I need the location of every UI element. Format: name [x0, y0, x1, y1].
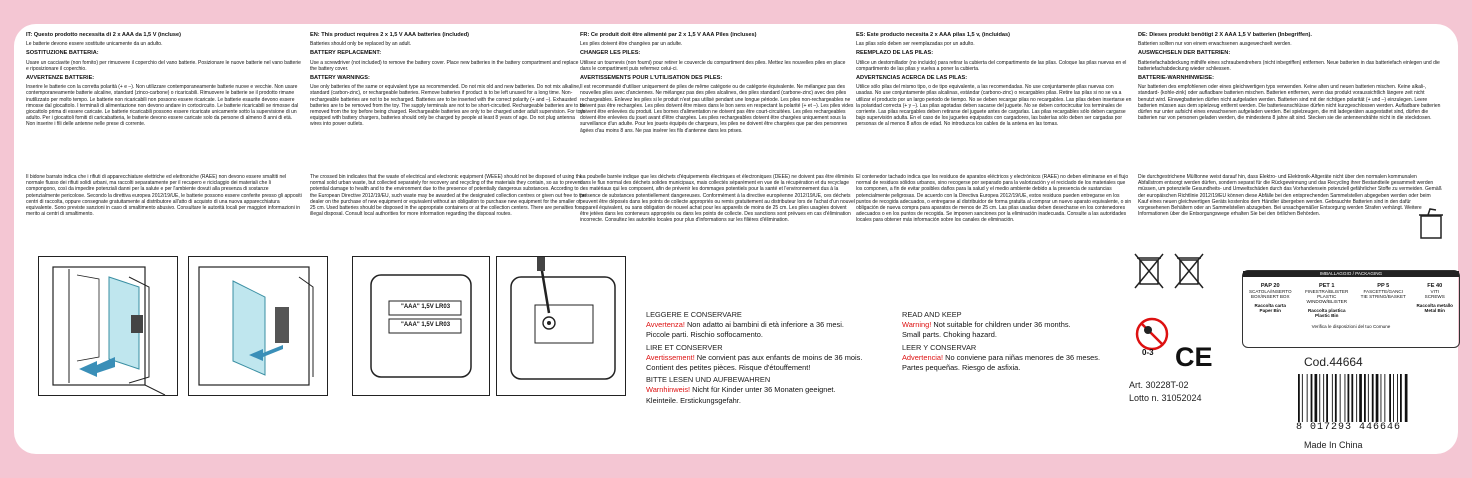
- section-title: REEMPLAZO DE LAS PILAS:: [856, 50, 934, 57]
- column-intro: Batterien sollten nur von einem erwachsenen ausgewechselt werden.: [1138, 41, 1292, 48]
- battery-diagram-insert: [38, 256, 178, 396]
- packaging-footer: Verifica le disposizioni del tuo Comune: [1311, 324, 1391, 329]
- packaging-header: IMBALLAGGIO / PACKAGING: [1243, 271, 1459, 277]
- column-fr: [580, 32, 856, 224]
- packaging-code: PAP 20: [1260, 283, 1280, 289]
- section-title: BATTERY WARNINGS:: [310, 75, 370, 82]
- barcode-bar: [1389, 374, 1391, 422]
- column-heading: FR: Ce produit doit être alimenté par 2 x 1,5 V AAA Piles (incluses): [580, 32, 757, 38]
- packaging-code: PP 5: [1377, 283, 1390, 289]
- barcode-bar: [1400, 374, 1402, 422]
- disposal-text: Il bidone barrato indica che i rifiuti di apparecchiature elettriche ed elettroniche (RAEE) non devono essere smaltiti nel normale flusso dei rifiuti solidi urbani, ma raccolti separatamente per il recupero e riciclaggio dei materiali che li compongono, così da impedire potenziali danni per la salute e per l'ambiente dovuti alla presenza di sostanze potenzialmente pericolose. Secondo la direttiva europea 2012/19/UE, le batterie possono essere conferite presso gli appositi centri di raccolta, oppure consegnate gratuitamente al distributore all'atto di acquisto di una nuova apparecchiatura equivalente. Sono previste sanzioni in caso di smaltimento abusivo. Consultare le autorità locali per maggiori informazioni in merito ai centri di smaltimento.: [26, 174, 302, 218]
- packaging-item: [1413, 283, 1457, 318]
- crossed-bin-icons: [1132, 252, 1212, 292]
- column-de: [1138, 32, 1442, 218]
- section-title: AVERTISSEMENTS POUR L'UTILISATION DES PILES:: [580, 75, 723, 82]
- disposal-text: The crossed bin indicates that the waste of electrical and electronic equipment (WEEE) should not be disposed of using the normal solid urban waste, but collected separately for recovery and recycling of the materials they contain, so as to prevent potential damage to health and to the environment due to the presence of potentially dangerous substances. According to the European Directive 2012/19/EU, such waste may be awarded at the designated collection centres or given out free to the dealer on the purchase of new equipment or equivalent without an obligation to purchase new equipment for the smaller of 25 cm. Used batteries should be disposed in the appropriate containers or at the collection centers. There are penalties for illegal disposal. Consult local authorities for more information regarding the disposal routes.: [310, 174, 586, 218]
- barcode-bar: [1405, 374, 1408, 422]
- section-text: Utilice sólo pilas del mismo tipo, o de tipo equivalente, a las recomendadas. No use conjuntamente pilas nuevas con usadas. No use conjuntamente pilas alcalinas, estándar (carbono-zinc) o recargables pilas. Retire las pilas si no se va a utilizar el producto por un largo periodo de tiempo. No se deben recargar pilas no recargables. Las pilas deben insertarse en la polaridad correcta (+ y –). Las pilas agotadas deben sacarse del juguete. No se deben cortocircuitar los terminales de corriente. Las pilas recargables deben retirarse del juguete antes de cargarlas. Las pilas recargables sólo deben cargarse bajo supervisión adulta. En el caso de los juguetes equipados con cargadores, las baterías sólo deben ser cargadas por personas de al menos 8 años de edad. No introduzca los cables de la antena en las tomas.: [856, 84, 1132, 128]
- packaging-collect: Raccolta plastica Plastic Bin: [1307, 308, 1346, 318]
- disposal-text: El contenedor tachado indica que los residuos de aparatos eléctricos y electrónicos (RAEE) no deben eliminarse en el flujo normal de residuos sólidos urbanos, sino recogerse por separado para la valorización y el reciclado de los materiales que los componen, a fin de evitar posibles daños para la salud y el medio ambiente debido a la presencia de sustancias potencialmente peligrosas. De acuerdo con la Directiva Europea 2012/19/UE, estos residuos pueden entregarse en los puntos de recogida adecuados, o entregarse al distribuidor de forma gratuita al comprar un nuevo aparato equivalente, o sin obligación de nueva compra para aparatos de menos de 25 cm. Las pilas usadas deben desecharse en los contenedores adecuados o en los puntos de recogida. Se imponen sanciones por la eliminación inadecuada. Consulte a las autoridades locales para obtener más información sobre los canales de eliminación.: [856, 174, 1132, 224]
- section-text: Usare un cacciavite (non fornito) per rimuovere il coperchio del vano batterie. Posizionare le nuove batterie nel vano batterie e riposizionare il coperchio.: [26, 59, 301, 72]
- barcode-bar: [1381, 374, 1382, 422]
- age-warning-label: 0-3: [1142, 348, 1154, 357]
- section-text: Inserire le batterie con la corretta polarità (+ e –). Non utilizzare contemporaneamente batterie nuove e vecchie. Non usare contemporaneamente batterie alcaline, standard (zinco-carbone) o ricaricabili. Rimuovere le batterie se il prodotto rimane inutilizzato per molto tempo. Le batterie non ricaricabili non possono essere ricaricate. Le batterie esaurite devono essere rimosse dal giocattolo. I terminali di alimentazione non devono andare in cortocircuito. Le batterie ricaricabili se rimosse dal giocattolo prima di essere caricate. Le batterie ricaricabili possono essere ricaricate unicamente sotto la supervisione di un adulto. Per i giocattoli forniti di caricabatteria, le batterie devono essere caricate solo da persone di almeno 8 anni di età. Non inserire i fili delle antenne nelle prese di corrente.: [26, 84, 299, 128]
- column-heading: DE: Dieses produkt benötigt 2 X AAA 1,5 V batterien (Inbegriffen).: [1138, 32, 1312, 38]
- packaging-info: [1242, 270, 1460, 348]
- barcode-bar: [1340, 374, 1341, 422]
- crossed-bin-icon: [1135, 254, 1163, 288]
- barcode-bar: [1298, 374, 1300, 422]
- column-heading: IT: Questo prodotto necessita di 2 x AAA da 1,5 V (incluse): [26, 32, 181, 38]
- warning-text: Ne convient pas aux enfants de moins de 36 mois.: [694, 352, 863, 362]
- barcode-bar: [1345, 374, 1346, 422]
- warning-block: [646, 310, 886, 341]
- section-title: ADVERTENCIAS ACERCA DE LAS PILAS:: [856, 75, 968, 82]
- warning-text-2: Kleinteile. Erstickungsgefahr.: [646, 395, 741, 405]
- warning-title: BITTE LESEN UND AUFBEWAHREN: [646, 375, 771, 385]
- barcode-bar: [1332, 374, 1333, 422]
- warning-title: LIRE ET CONSERVER: [646, 342, 723, 352]
- warnings-left: [646, 310, 886, 406]
- barcode-number: 8 017293 446646: [1296, 422, 1402, 433]
- barcode-bar: [1393, 374, 1394, 422]
- packaging-desc: VITI SCREWS: [1424, 289, 1445, 299]
- warning-text: Not suitable for children under 36 months.: [931, 320, 1071, 330]
- barcode-bar: [1323, 374, 1324, 422]
- barcode-bar: [1315, 374, 1318, 422]
- column-intro: Les piles doivent être changées par un adulte.: [580, 41, 683, 48]
- made-in-label: Made In China: [1304, 440, 1363, 450]
- warning-title: LEGGERE E CONSERVARE: [646, 310, 742, 319]
- packaging-desc: FASCETTE/GANCI TIE STRING/BASKET: [1360, 289, 1406, 299]
- packaging-code: PET 1: [1318, 283, 1335, 289]
- column-heading: ES: Este producto necesita 2 x AAA pilas 1,5 v, (incluidas): [856, 32, 1010, 38]
- recycle-bin-icon: [1416, 206, 1446, 240]
- barcode-bar: [1397, 374, 1398, 422]
- diagram-close-drawing: [189, 257, 329, 397]
- warning-text: No conviene para niñas menores de 36 meses.: [943, 352, 1101, 362]
- battery-diagram-screw: [496, 256, 626, 396]
- age-warning-icon: [1134, 316, 1170, 352]
- warning-block: [902, 310, 1142, 341]
- section-title: AUSWECHSELN DER BATTERIEN:: [1138, 50, 1231, 57]
- warning-alert: Avertissement!: [646, 352, 695, 362]
- warning-text-2: Partes pequeñas. Riesgo de asfixia.: [902, 363, 1021, 373]
- column-heading: EN: This product requires 2 x 1,5 V AAA batteries (included): [310, 32, 470, 38]
- diagram-screw-drawing: [497, 257, 627, 397]
- battery-label-1: "AAA" 1,5V LR03: [401, 304, 451, 310]
- ce-mark: CE: [1175, 342, 1213, 372]
- barcode-bar: [1372, 374, 1374, 422]
- battery-diagram-close: [188, 256, 328, 396]
- barcode-bar: [1307, 374, 1308, 422]
- warning-alert: Avvertenza!: [646, 320, 685, 330]
- section-title: AVVERTENZE BATTERIE:: [26, 75, 95, 82]
- battery-diagram-compartment: [352, 256, 490, 396]
- warning-block: [902, 343, 1142, 374]
- disposal-text: La poubelle barrée indique que les déchets d'équipements électriques et électroniques (DEEE) ne doivent pas être éliminés dans le flux normal des déchets solides municipaux, mais collectés séparément en vue de la récupération et du recyclage des matériaux qui les composent, afin de prévenir les dommages potentiels pour la santé et l'environnement dus à la présence de substances potentiellement dangereuses. Conformément à la directive européenne 2012/19/UE, ces déchets peuvent être déposés dans les points de collecte appropriés ou remis gratuitement au distributeur lors de l'achat d'un nouvel appareil équivalent, ou sans obligation de nouvel achat pour les appareils de moins de 25 cm. Les piles usagées doivent être jetées dans les conteneurs appropriés ou dans les points de collecte. Des sanctions sont prévues en cas d'élimination incorrecte. Consultez les autorités locales pour plus d'informations sur les filières d'élimination.: [580, 174, 855, 224]
- column-intro: Le batterie devono essere sostituite unicamente da un adulto.: [26, 41, 163, 48]
- instruction-sheet: [14, 24, 1458, 454]
- section-title: BATTERIE-WARNHINWEISE:: [1138, 75, 1215, 82]
- packaging-item: [1300, 283, 1354, 318]
- column-en: [310, 32, 586, 218]
- barcode-bar: [1335, 374, 1337, 422]
- product-code: Cod.44664: [1304, 355, 1363, 369]
- barcode-bar: [1311, 374, 1313, 422]
- warning-text-2: Contient des petites pièces. Risque d'étouffement!: [646, 363, 811, 373]
- section-title: CHANGER LES PILES:: [580, 50, 641, 57]
- section-text: Utilice un destornillador (no incluido) para retirar la cubierta del compartimento de las pilas. Coloque las pilas nuevas en el compartimento de las pilas y vuelva a poner la cubierta.: [856, 59, 1127, 72]
- barcode-bar: [1326, 374, 1328, 422]
- packaging-collect: Raccolta carta Paper Bin: [1254, 303, 1286, 313]
- barcode-bar: [1319, 374, 1320, 422]
- warnings-right: [902, 310, 1142, 373]
- packaging-desc: FINESTRA/BLISTER PLASTIC WINDOW/BLISTER: [1305, 289, 1349, 304]
- warning-title: LEER Y CONSERVAR: [902, 342, 977, 352]
- warning-block: [646, 343, 886, 374]
- barcode: [1296, 374, 1452, 422]
- diagram-insert-drawing: [39, 257, 179, 397]
- warning-text-2: Piccole parti. Rischio soffocamento.: [646, 330, 763, 340]
- column-intro: Las pilas solo deben ser reemplazadas por un adulto.: [856, 41, 975, 48]
- warning-text-2: Small parts. Choking hazard.: [902, 330, 997, 340]
- barcode-bar: [1348, 374, 1350, 422]
- column-it: [26, 32, 302, 218]
- crossed-battery-bin-icon: [1175, 254, 1203, 288]
- warning-text: Non adatto ai bambini di età inferiore a 36 mesi.: [684, 320, 844, 330]
- section-text: Use a screwdriver (not included) to remove the battery cover. Place new batteries in the battery compartment and replace the battery cover.: [310, 59, 579, 72]
- packaging-desc: SCATOLA/INSERTO BOX/INSERT BOX: [1248, 289, 1292, 299]
- section-text: Batteriefachabdeckung mithilfe eines schraubendrehers (nicht inbegriffen) entfernen. Neue batterien in das batteriefach einlegen und die batteriefachabdeckung wieder schliessen.: [1138, 59, 1440, 72]
- section-text: Il est recommandé d'utiliser uniquement de piles de même catégorie ou de catégorie équivalente. Ne mélangez pas des nouvelles piles avec d'anciennes. Ne mélangez pas des piles alcalines, des piles standard (carbone-zinc) avec des piles rechargeables. Enlevez les piles si le produit n'est pas utilisé pendant une longue période. Les piles non-rechargeables ne doivent pas être rechargées. Les piles doivent être mises dans le bon sens en respectant la polarité (+ et –). Les piles vides doivent être enlevées du produit. Les bornes d'alimentation ne doivent pas être court-circuitées. Les piles rechargeables doivent être enlevées du jouet avant d'être chargées. Les piles rechargeables doivent être chargées uniquement sous la surveillance d'un adulte. Pour les jouets équipés de chargeurs, les piles ne doivent être chargées que par des personnes âgées d'au moins 8 ans. Ne pas insérer les fils d'antenne dans les prises.: [580, 84, 854, 134]
- battery-label-2: "AAA" 1,5V LR03: [401, 322, 451, 328]
- barcode-bar: [1351, 374, 1353, 422]
- warning-block: [646, 375, 886, 406]
- section-title: BATTERY REPLACEMENT:: [310, 50, 382, 57]
- article-info: [1129, 379, 1202, 405]
- article-number: Art. 30228T-02: [1129, 380, 1189, 390]
- section-text: Use only batteries of the same or equivalent type as recommended. Do not mix old and new batteries. Do not mix alkaline, standard (carbon-zinc), or rechargeable batteries. Remove batteries if product is to be left unused for a long time. Non-rechargeable batteries are not to be recharged. Batteries are to be inserted with the correct polarity (+ and –). Exhausted batteries are to be removed from the toy. The supply terminals are not to be short-circuited. Rechargeable batteries are to be removed from the toy before being charged. Rechargeable batteries are only to be charged under adult supervision. For toys equipped with battery chargers, batteries should only be charged by people at least 8 years of age. Do not plug antenna wires into power outlets.: [310, 84, 586, 128]
- warning-text: Nicht für Kinder unter 36 Monaten geeignet.: [690, 385, 836, 395]
- warning-title: READ AND KEEP: [902, 310, 962, 319]
- barcode-bar: [1364, 374, 1366, 422]
- warning-alert: Advertencia!: [902, 352, 944, 362]
- barcode-bar: [1368, 374, 1369, 422]
- packaging-item: [1245, 283, 1295, 318]
- barcode-bar: [1376, 374, 1379, 422]
- barcode-bar: [1359, 374, 1362, 422]
- lot-number: Lotto n. 31052024: [1129, 393, 1202, 403]
- disposal-text: Die durchgestrichene Mülltonne weist darauf hin, dass Elektro- und Elektronik-Altgeräte nicht über den normalen kommunalen Abfallstrom entsorgt werden dürfen, sondern separat für die Rückgewinnung und das Recycling ihrer Bestandteile gesammelt werden müssen, um potenzielle Gesundheits- und Umweltschäden durch das Vorhandensein potenziell gefährlicher Stoffe zu vermeiden. Gemäß der europäischen Richtlinie 2012/19/EU können diese Abfälle bei den entsprechenden Sammelstellen abgegeben werden oder beim Kauf eines neuen gleichwertigen Geräts kostenlos dem Händler übergeben werden. Gebrauchte Batterien sind in den dafür vorgesehenen Behältern oder an Sammelstellen abzugeben. Bei unsachgemäßer Entsorgung werden Strafen verhängt. Weitere Informationen über die Entsorgungswege erhalten Sie bei den örtlichen Behörden.: [1138, 174, 1442, 218]
- packaging-item: [1358, 283, 1408, 318]
- column-es: [856, 32, 1132, 224]
- barcode-bar: [1356, 374, 1357, 422]
- section-text: Utilisez un tournevis (non fourni) pour retirer le couvercle du compartiment des piles. Mettez les nouvelles piles en place dans le compartiment puis refermez celui-ci.: [580, 59, 846, 72]
- packaging-code: FE 40: [1427, 283, 1443, 289]
- barcode-bar: [1302, 374, 1303, 422]
- warning-alert: Warning!: [902, 320, 932, 330]
- section-text: Nur batterien des empfohlenen oder eines gleichwertigen typs verwenden. Keine alten und neuen batterien mischen. Keine alkali-, standard- (kohle-zink) oder aufladbare batterien mischen. Batterien entfernen, wenn das produkt voraussichtlich längere zeit nicht benutzt wird. Einwegbatterien dürfen nicht aufgeladen werden. Batterien sind mit der richtigen polarität (+ und –) einzulegen. Leere batterien müssen aus dem spielzeug entfernt werden. Die batterieanschlüsse dürfen nicht kurzgeschlossen werden. Aufladbare batterien dürfen nur unter aufsicht eines erwachsenen aufgeladen werden. Bei spielzeugen, die mit ladegeräten ausgestattet sind, dürfen die batterien nur von personen geladen werden, die mindestens 8 jahre alt sind. Stecken sie die antennendrähte nicht in die steckdosen.: [1138, 84, 1441, 122]
- packaging-collect: Raccolta metallo Metal Bin: [1416, 303, 1453, 313]
- warning-alert: Warnhinweis!: [646, 385, 691, 395]
- section-title: SOSTITUZIONE BATTERIA:: [26, 50, 99, 57]
- barcode-bar: [1384, 374, 1385, 422]
- column-intro: Batteries should only be replaced by an adult.: [310, 41, 412, 48]
